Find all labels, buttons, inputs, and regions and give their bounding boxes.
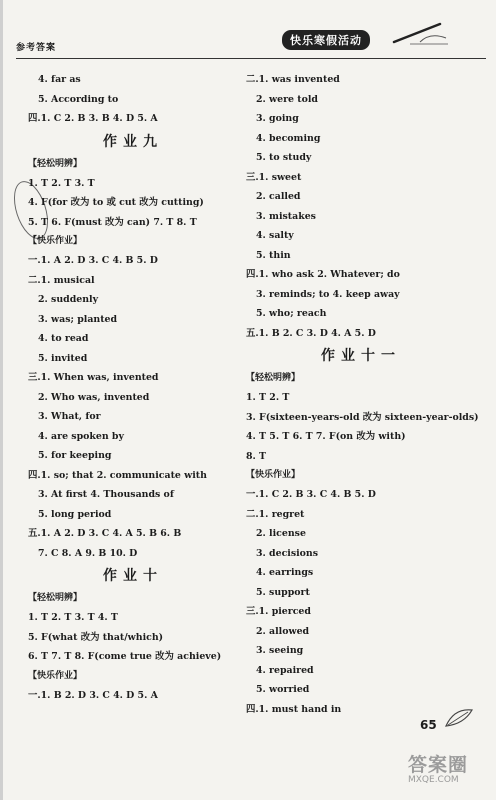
answer-line: 3. seeing [256, 645, 304, 656]
answer-line: 一.1. A 2. D 3. C 4. B 5. D [28, 255, 158, 266]
section-heading: 作业十 [103, 568, 163, 584]
answer-line: 5. F(what 改为 that/which) [28, 631, 164, 643]
answer-line: 7. C 8. A 9. B 10. D [38, 547, 138, 559]
answer-line: 3. What, for [38, 411, 101, 422]
pen-decoration-icon [390, 20, 450, 46]
answer-line: 一.1. B 2. D 3. C 4. D 5. A [28, 689, 158, 701]
answer-line: 2. Who was, invented [38, 391, 150, 403]
answer-line: 5. According to [38, 93, 119, 105]
answer-line: 4. T 5. T 6. T 7. F(on 改为 with) [246, 431, 406, 442]
answer-line: 5. invited [38, 352, 88, 364]
answer-line: 4. are spoken by [38, 430, 124, 442]
answer-line: 5. T 6. F(must 改为 can) 7. T 8. T [28, 216, 197, 228]
answer-line: 4. F(for 改为 to 或 cut 改为 cutting) [28, 197, 204, 208]
leaf-decoration-icon [444, 706, 474, 730]
answer-line: 3. decisions [256, 547, 319, 559]
subsection-tag: 【快乐作业】 [28, 670, 83, 681]
answer-line: 8. T [246, 450, 267, 462]
answer-line: 三.1. When was, invented [28, 372, 159, 383]
right-column [246, 70, 479, 719]
answer-line: 2. called [256, 191, 301, 202]
answer-line: 二.1. regret [246, 508, 305, 520]
answer-line: 4. earrings [256, 567, 314, 578]
answer-line: 6. T 7. T 8. F(come true 改为 achieve) [28, 651, 222, 662]
section-heading: 作业九 [103, 133, 163, 150]
answer-line: 4. to read [38, 333, 89, 344]
answer-line: 4. far as [38, 74, 81, 85]
answer-line: 5. who; reach [256, 308, 327, 319]
answer-line: 2. allowed [256, 625, 310, 637]
answer-line: 3. F(sixteen-years-old 改为 sixteen-year-olds) [246, 411, 479, 423]
answer-line: 1. T 2. T 3. T 4. T [28, 612, 118, 623]
section-heading: 作业十一 [321, 348, 401, 364]
answer-line: 二.1. was invented [246, 74, 340, 85]
answer-line: 4. repaired [256, 664, 314, 676]
answer-line: 4. salty [256, 230, 294, 241]
header-rule [16, 58, 486, 59]
subsection-tag: 【轻松明辨】 [28, 158, 83, 169]
answer-line: 2. suddenly [38, 294, 99, 305]
watermark [408, 750, 494, 798]
binding-edge [0, 0, 3, 800]
answer-line: 四.1. so; that 2. communicate with [28, 469, 207, 481]
header-title: 快乐寒假活动 [282, 30, 370, 50]
answer-line: 3. reminds; to 4. keep away [256, 288, 400, 300]
answer-line: 四.1. must hand in [246, 703, 342, 715]
answer-line: 5. worried [256, 684, 310, 695]
answer-line: 3. was; planted [38, 313, 118, 325]
answer-line: 5. thin [256, 249, 291, 261]
answer-line: 5. long period [38, 508, 112, 520]
answer-line: 5. to study [256, 152, 312, 163]
page-number: 65 [420, 718, 437, 732]
answer-line: 五.1. B 2. C 3. D 4. A 5. D [246, 327, 376, 339]
answer-line: 4. becoming [256, 132, 321, 144]
answer-line: 3. mistakes [256, 210, 316, 222]
answer-line: 三.1. sweet [246, 171, 302, 183]
answer-line: 3. going [256, 113, 299, 124]
answer-line: 5. support [256, 586, 310, 598]
answer-line: 四.1. who ask 2. Whatever; do [246, 269, 400, 280]
answer-line: 1. T 2. T 3. T [28, 177, 95, 189]
answer-line: 二.1. musical [28, 274, 95, 286]
left-column [28, 70, 238, 705]
answer-line: 1. T 2. T [246, 392, 290, 403]
subsection-tag: 【快乐作业】 [246, 470, 301, 480]
answer-line: 三.1. pierced [246, 606, 311, 617]
answer-line: 2. were told [256, 93, 318, 105]
answer-line: 2. license [256, 528, 306, 539]
subsection-tag: 【轻松明辨】 [28, 593, 83, 603]
watermark-logo: 答案圈 [408, 754, 469, 776]
watermark-site: MXQE.COM [408, 775, 459, 785]
answer-line: 5. for keeping [38, 450, 112, 461]
subsection-tag: 【轻松明辨】 [246, 373, 301, 383]
header-label: 参考答案 [16, 43, 57, 53]
answer-line: 一.1. C 2. B 3. C 4. B 5. D [246, 489, 376, 500]
subsection-tag: 【快乐作业】 [28, 236, 83, 246]
answer-line: 五.1. A 2. D 3. C 4. A 5. B 6. B [28, 528, 182, 539]
answer-line: 3. At first 4. Thousands of [38, 489, 174, 500]
answer-line: 四.1. C 2. B 3. B 4. D 5. A [28, 113, 158, 124]
